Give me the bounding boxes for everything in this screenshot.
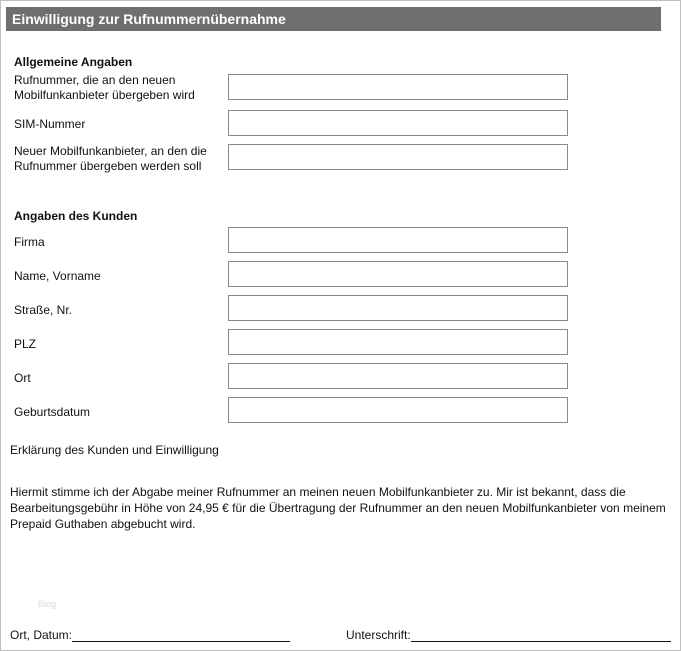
name-input[interactable] <box>228 261 568 287</box>
signature-row <box>346 628 671 642</box>
city-input[interactable] <box>228 363 568 389</box>
customer-heading: Angaben des Kunden <box>14 209 138 223</box>
place-date-row <box>10 628 290 642</box>
signature-line[interactable] <box>411 629 671 642</box>
birthdate-input[interactable] <box>228 397 568 423</box>
field-label-postcode: PLZ <box>14 337 37 351</box>
field-label-new-provider: Neuer Mobilfunkanbieter, an den die Rufnummer übergeben werden soll <box>14 144 207 173</box>
signature-label: Unterschrift: <box>346 628 411 642</box>
place-date-line[interactable] <box>72 629 290 642</box>
sim-number-input[interactable] <box>228 110 568 136</box>
declaration-heading: Erklärung des Kunden und Einwilligung <box>10 443 219 457</box>
field-label-sim-number: SIM-Nummer <box>14 117 86 131</box>
field-label-street: Straße, Nr. <box>14 303 73 317</box>
general-heading: Allgemeine Angaben <box>14 55 133 69</box>
field-label-birthdate: Geburtsdatum <box>14 405 91 419</box>
company-input[interactable] <box>228 227 568 253</box>
new-provider-input[interactable] <box>228 144 568 170</box>
watermark: Blog <box>38 599 57 609</box>
street-input[interactable] <box>228 295 568 321</box>
postcode-input[interactable] <box>228 329 568 355</box>
declaration-text: Hiermit stimme ich der Abgabe meiner Rufnummer an meinen neuen Mobilfunkanbieter zu. Mir ist bekannt, dass die Bearbeitungsgebühr in Höhe von 24,95 € für die Übertragung der Rufnummer an den neuen Mobilfunkanbieter von meinem Prepaid Guthaben abgebucht wird. <box>10 485 666 531</box>
form-title: Einwilligung zur Rufnummernübernahme <box>6 7 661 31</box>
field-label-phone-number: Rufnummer, die an den neuen Mobilfunkanbieter übergeben wird <box>14 73 195 102</box>
field-label-company: Firma <box>14 235 45 249</box>
field-label-city: Ort <box>14 371 31 385</box>
place-date-label: Ort, Datum: <box>10 628 73 642</box>
field-label-name: Name, Vorname <box>14 269 101 283</box>
phone-number-input[interactable] <box>228 74 568 100</box>
